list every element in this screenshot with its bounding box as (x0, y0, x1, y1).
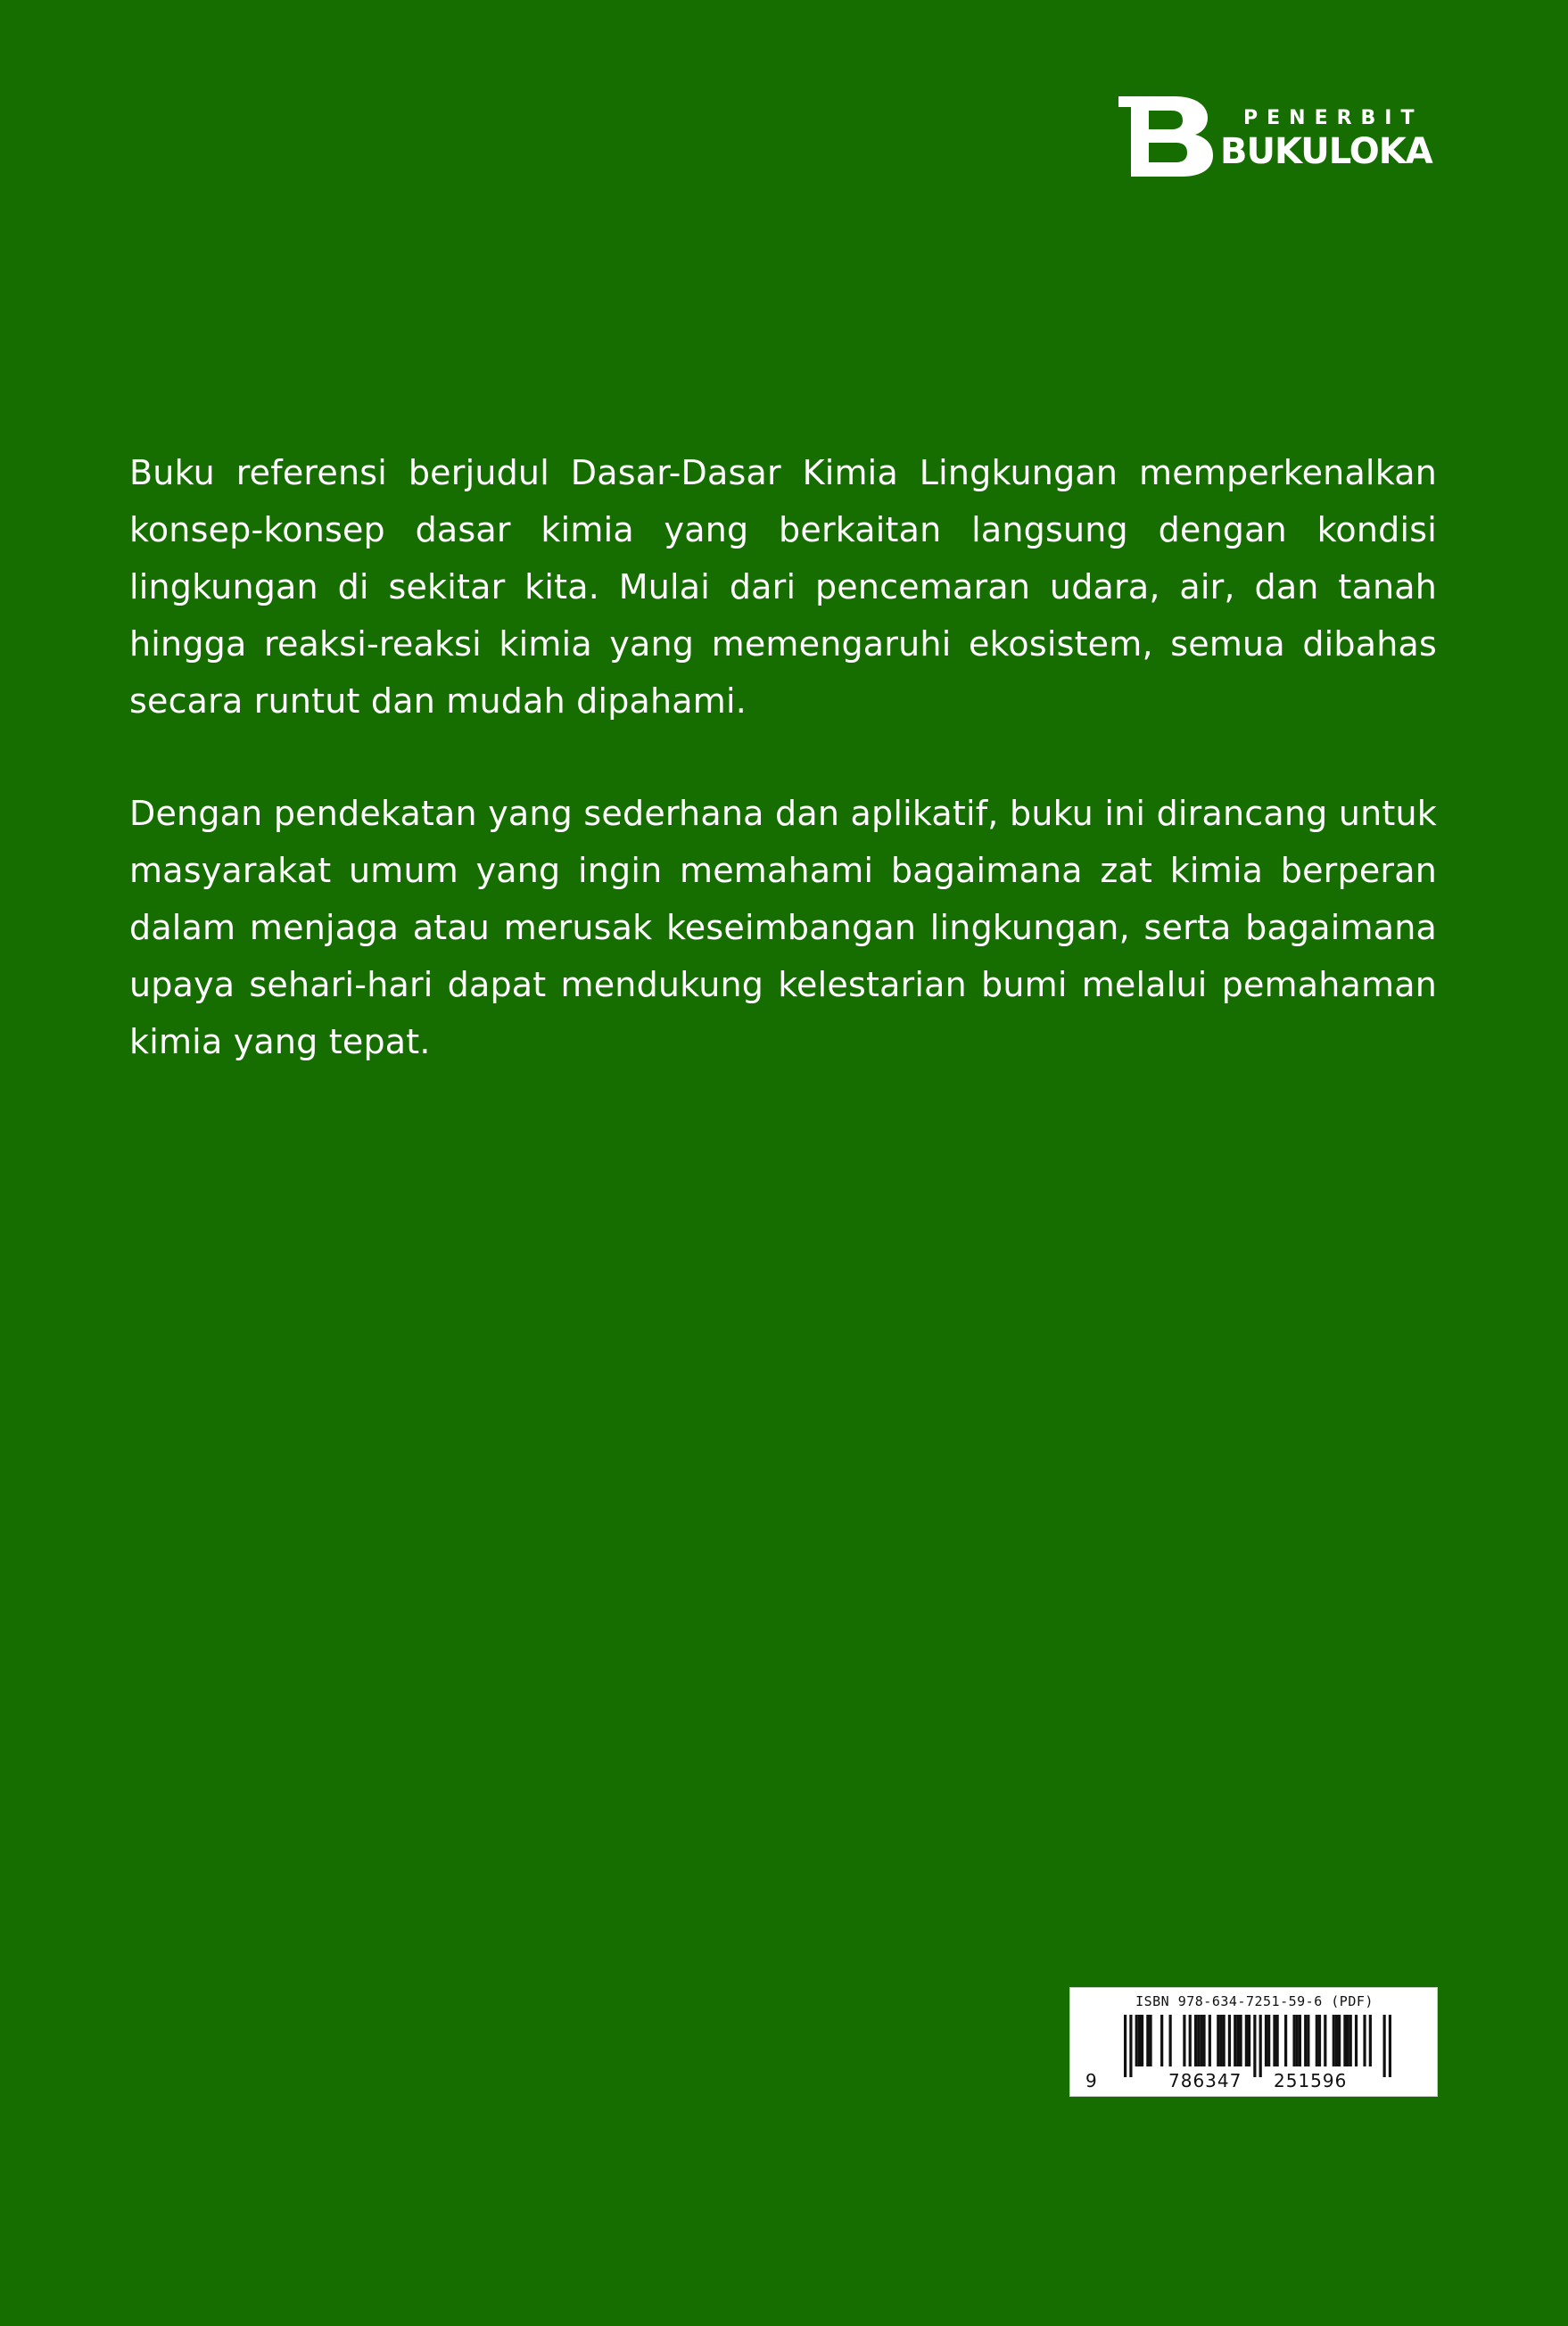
barcode-bar (1273, 2015, 1275, 2066)
barcode-bar (1146, 2015, 1149, 2066)
barcode-bar (1318, 2015, 1321, 2066)
barcode-bar (1217, 2015, 1219, 2066)
barcode-digits-right: 251596 (1274, 2070, 1348, 2091)
barcode-bar (1343, 2015, 1346, 2066)
barcode-bar (1138, 2015, 1141, 2066)
blurb-paragraph-2: Dengan pendekatan yang sederhana dan aplikatif, buku ini dirancang untuk masyarakat umum yang ingin memahami bagaimana zat kimia berperan dalam menjaga atau merusak keseimbangan lingkungan, serta bagaimana upaya sehari-hari dapat mendukung kelestarian bumi melalui pemahaman kimia yang tepat. (129, 794, 1437, 1061)
barcode-bars (1124, 2015, 1391, 2077)
barcode-guard-bar (1389, 2015, 1391, 2077)
publisher-label-small: PENERBIT (1243, 107, 1424, 129)
isbn-barcode (1069, 1987, 1438, 2097)
barcode-bar (1197, 2015, 1200, 2066)
barcode-bar (1299, 2015, 1301, 2066)
barcode-bar (1316, 2015, 1318, 2066)
barcode-bar (1335, 2015, 1338, 2066)
barcode-bar (1349, 2015, 1352, 2066)
barcode-guard-bar (1253, 2015, 1256, 2077)
barcode-bar (1236, 2015, 1239, 2066)
barcode-bar (1284, 2015, 1287, 2066)
barcode-digits-left: 786347 (1168, 2070, 1242, 2091)
barcode-bar (1223, 2015, 1226, 2066)
barcode-bar (1228, 2015, 1231, 2066)
barcode-bar (1324, 2015, 1326, 2066)
barcode-guard-bar (1259, 2015, 1262, 2077)
barcode-bar (1265, 2015, 1267, 2066)
barcode-bar (1149, 2015, 1151, 2066)
barcode-bar (1189, 2015, 1192, 2066)
barcode-bar (1369, 2015, 1372, 2066)
barcode-bar (1160, 2015, 1163, 2066)
barcode-bar (1363, 2015, 1366, 2066)
barcode-bar (1209, 2015, 1211, 2066)
barcode-bar (1239, 2015, 1242, 2066)
barcode-guard-bar (1129, 2015, 1132, 2077)
book-blurb (129, 444, 1437, 1070)
barcode-bar (1292, 2015, 1295, 2066)
barcode-digit-first: 9 (1085, 2070, 1098, 2091)
publisher-name: BUKULOKA (1220, 131, 1432, 172)
barcode-bar (1338, 2015, 1341, 2066)
publisher-logo-b-icon (1118, 96, 1217, 177)
barcode-bar (1245, 2015, 1248, 2066)
barcode-bar (1169, 2015, 1172, 2066)
barcode-bar (1200, 2015, 1202, 2066)
publisher-logo (1118, 96, 1440, 177)
blurb-paragraph-1: Buku referensi berjudul Dasar-Dasar Kimia Lingkungan memperkenalkan konsep-konsep dasar kimia yang berkaitan langsung dengan kondisi lingkungan di sekitar kita. Mulai dari pencemaran udara, air, dan tanah hingga reaksi-reaksi kimia yang memengaruhi ekosistem, semua dibahas secara runtut dan mudah dipahami. (129, 453, 1437, 721)
barcode-bar (1304, 2015, 1307, 2066)
barcode-bar (1248, 2015, 1250, 2066)
barcode-bar (1194, 2015, 1197, 2066)
barcode-guard-bar (1124, 2015, 1126, 2077)
barcode-bar (1346, 2015, 1349, 2066)
barcode-bar (1202, 2015, 1205, 2066)
barcode-bar (1234, 2015, 1236, 2066)
barcode-bar (1276, 2015, 1279, 2066)
barcode-bar (1183, 2015, 1185, 2066)
barcode-bar (1333, 2015, 1335, 2066)
barcode-bar (1296, 2015, 1299, 2066)
barcode-bar (1219, 2015, 1222, 2066)
barcode-guard-bar (1383, 2015, 1386, 2077)
barcode-bar (1307, 2015, 1309, 2066)
barcode-bar (1267, 2015, 1270, 2066)
barcode-bar (1141, 2015, 1143, 2066)
isbn-label: ISBN 978-634-7251-59-6 (PDF) (1135, 1993, 1374, 2009)
barcode-bar (1135, 2015, 1138, 2066)
barcode-bar (1355, 2015, 1358, 2066)
